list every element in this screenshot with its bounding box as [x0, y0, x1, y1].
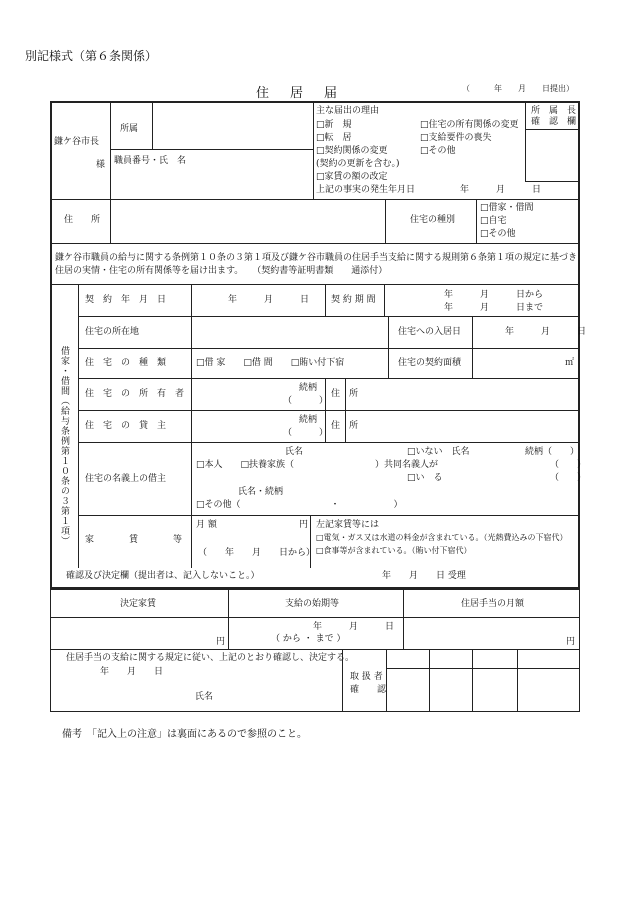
start-label: 支給の始期等 — [285, 599, 340, 609]
start-date[interactable]: 年 月 日 — [313, 622, 395, 632]
reason-rent-change[interactable]: □家賃の額の改定 — [316, 172, 388, 182]
period-from[interactable]: 年 月 日から — [444, 290, 544, 300]
area-label: 住宅の契約面積 — [398, 358, 462, 368]
period-to[interactable]: 年 月 日まで — [444, 303, 544, 313]
borrower-yes[interactable]: □い る — [407, 473, 443, 483]
monthly-yen: 円 — [299, 520, 309, 530]
declaration-text: 鎌ケ谷市職員の給与に関する条例第１０条の３第１項及び鎌ケ谷市職員の住居手当支給に関する規則第６条第１項の規定に基づき住居の実情・住宅の所有関係等を届け出ます。 （契約書等証明書類 通添付） — [55, 253, 578, 276]
rent-note: 左記家賃等には — [316, 520, 380, 530]
allowance-label: 住居手当の月額 — [461, 599, 525, 609]
owner-relation-label: 続柄 — [299, 383, 318, 393]
handler-label: 取 扱 者 — [350, 672, 383, 682]
area-unit: ㎡ — [565, 358, 575, 368]
decided-rent-yen: 円 — [216, 637, 226, 647]
staff-label: 職員番号・氏 名 — [114, 156, 187, 166]
lessor-relation-label: 続柄 — [299, 415, 318, 425]
reason-contract[interactable]: □契約関係の変更 — [316, 146, 388, 156]
received-date: 年 月 日 受理 — [382, 571, 466, 581]
type-options[interactable]: □借 家 □借 間 □賄い付下宿 — [196, 358, 345, 368]
reason-other[interactable]: □その他 — [420, 146, 456, 156]
house-type-other[interactable]: □その他 — [480, 229, 516, 239]
address-label: 住 所 — [64, 215, 101, 225]
reason-contract-note: (契約の更新を含む。) — [316, 159, 400, 169]
rent-note-meals[interactable]: □食事等が含まれている。（賄い付下宿代） — [316, 546, 472, 555]
submit-date[interactable]: （ 年 月 日提出） — [462, 84, 574, 93]
borrower-label: 住宅の名義上の借主 — [85, 474, 167, 484]
allowance-yen: 円 — [566, 637, 576, 647]
rent-note-utilities[interactable]: □電気・ガス又は水道の料金が含まれている。（光熱費込みの下宿代） — [316, 533, 568, 542]
lessor-label: 住 宅 の 貸 主 — [85, 421, 167, 431]
dept-label: 所属 — [120, 124, 139, 134]
contract-date-label: 契 約 年 月 日 — [85, 295, 167, 305]
side-label: 借家・借間（給与条例第１０条の３第１項） — [59, 346, 69, 546]
borrower-paren-2[interactable]: （ ） — [550, 473, 587, 483]
handler-confirm-label: 確 認 — [350, 685, 387, 695]
borrower-none[interactable]: □いない 氏名 — [407, 447, 470, 457]
lessor-address-label: 住 所 — [331, 421, 359, 431]
mayor-label: 鎌ケ谷市長 — [54, 137, 100, 147]
decision-title: 確認及び決定欄（提出者は、記入しないこと。） — [66, 571, 260, 581]
confirm-name[interactable]: 氏名 — [195, 692, 214, 702]
owner-address-label: 住 所 — [331, 389, 359, 399]
reason-loss[interactable]: □支給要件の喪失 — [420, 133, 492, 143]
move-in-date[interactable]: 年 月 日 — [505, 327, 587, 337]
type-label: 住 宅 の 種 類 — [85, 358, 167, 368]
borrower-self[interactable]: □本人 □扶養家族（ ）共同名義人が — [196, 460, 439, 470]
form-title: 住 居 届 — [256, 86, 342, 101]
reason-new[interactable]: □新 規 — [316, 120, 352, 130]
chief-label: 所 属 長 — [531, 106, 577, 116]
borrower-paren-1[interactable]: （ ） — [550, 460, 587, 470]
rent-from-date[interactable]: （ 年 月 日から） — [198, 548, 316, 558]
decided-rent-label: 決定家賃 — [120, 599, 157, 609]
fact-date[interactable]: 上記の事実の発生年月日 年 月 日 — [316, 185, 542, 195]
house-type-label: 住宅の種別 — [410, 215, 456, 225]
reason-title: 主な届出の理由 — [316, 106, 380, 116]
reason-move[interactable]: □転 居 — [316, 133, 352, 143]
contract-period-label: 契 約 期 間 — [331, 295, 376, 305]
contract-date-field[interactable]: 年 月 日 — [228, 295, 310, 305]
form-number: 別記様式（第６条関係） — [25, 49, 158, 63]
move-in-label: 住宅への入居日 — [398, 327, 462, 337]
monthly-label: 月 額 — [196, 520, 217, 530]
reason-ownership[interactable]: □住宅の所有関係の変更 — [420, 120, 519, 130]
house-type-rent[interactable]: □借家・借間 — [480, 203, 534, 213]
borrower-name-label: 氏名 — [285, 447, 304, 457]
lessor-relation-field[interactable]: （ ） — [283, 428, 329, 438]
borrower-other[interactable]: □その他（ ・ ） — [196, 500, 403, 510]
confirm-text: 住居手当の支給に関する規定に従い、上記のとおり確認し、決定する。 — [66, 653, 355, 663]
house-type-own[interactable]: □自宅 — [480, 216, 507, 226]
rent-label: 家 賃 等 — [85, 535, 185, 545]
location-label: 住宅の所在地 — [85, 327, 140, 337]
note: 備考 「記入上の注意」は裏面にあるので参照のこと。 — [62, 729, 307, 740]
confirm-date[interactable]: 年 月 日 — [100, 667, 164, 677]
borrower-relation[interactable]: 続柄（ ） — [525, 447, 580, 457]
owner-label: 住 宅 の 所 有 者 — [85, 389, 185, 399]
borrower-name-relation: 氏名・続柄 — [238, 487, 284, 497]
owner-relation-field[interactable]: （ ） — [283, 396, 329, 406]
start-range[interactable]: （ から ・ まで ） — [271, 634, 346, 644]
sama-label: 様 — [96, 160, 106, 170]
confirm-col-label: 確 認 欄 — [531, 117, 577, 127]
